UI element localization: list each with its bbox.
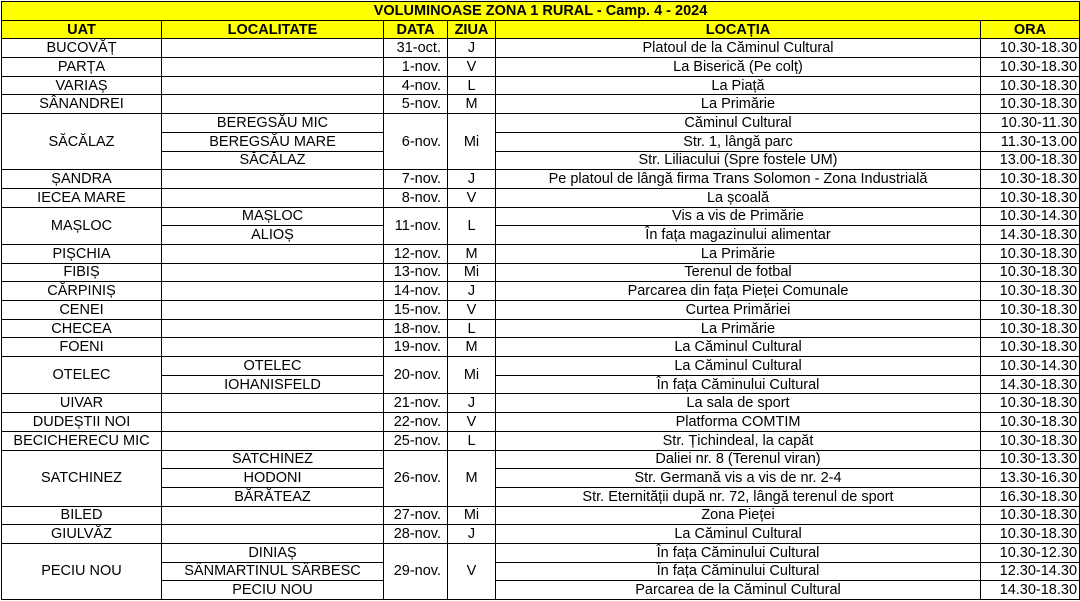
cell-locatia: Pe platoul de lângă firma Trans Solomon - Zona Industrială xyxy=(496,170,981,189)
cell-localitate xyxy=(162,58,384,77)
cell-ziua: M xyxy=(448,95,496,114)
cell-locatia: La Piață xyxy=(496,76,981,95)
table-row xyxy=(2,487,1080,506)
cell-ziua: M xyxy=(448,338,496,357)
cell-ora: 10.30-18.30 xyxy=(981,506,1080,525)
cell-localitate: ALIOȘ xyxy=(162,226,384,245)
cell-data: 25-nov. xyxy=(384,431,448,450)
cell-locatia: Platoul de la Căminul Cultural xyxy=(496,39,981,58)
table-row xyxy=(2,394,1080,413)
cell-ora: 10.30-18.30 xyxy=(981,76,1080,95)
cell-localitate: SÂNMARTINUL SÂRBESC xyxy=(162,562,384,581)
cell-ora: 10.30-12.30 xyxy=(981,543,1080,562)
cell-ziua: L xyxy=(448,207,496,244)
cell-locatia: Str. Germană vis a vis de nr. 2-4 xyxy=(496,469,981,488)
cell-ora: 14.30-18.30 xyxy=(981,581,1080,600)
table-row xyxy=(2,506,1080,525)
table-row xyxy=(2,263,1080,282)
cell-locatia: Curtea Primăriei xyxy=(496,301,981,320)
cell-ziua: J xyxy=(448,282,496,301)
cell-locatia: La Căminul Cultural xyxy=(496,357,981,376)
cell-ziua: J xyxy=(448,394,496,413)
cell-localitate xyxy=(162,413,384,432)
header-localitate: LOCALITATE xyxy=(162,20,384,39)
cell-localitate xyxy=(162,394,384,413)
cell-ziua: J xyxy=(448,525,496,544)
table-row xyxy=(2,151,1080,170)
cell-locatia: La Căminul Cultural xyxy=(496,525,981,544)
cell-ora: 11.30-13.00 xyxy=(981,132,1080,151)
cell-uat: VARIAȘ xyxy=(2,76,162,95)
cell-ziua: V xyxy=(448,413,496,432)
table-row xyxy=(2,170,1080,189)
cell-data: 6-nov. xyxy=(384,114,448,170)
cell-ora: 10.30-18.30 xyxy=(981,338,1080,357)
table-row xyxy=(2,375,1080,394)
cell-uat: SĂCĂLAZ xyxy=(2,114,162,170)
cell-localitate xyxy=(162,338,384,357)
cell-ora: 13.00-18.30 xyxy=(981,151,1080,170)
cell-ziua: M xyxy=(448,450,496,506)
cell-locatia: Zona Pieței xyxy=(496,506,981,525)
cell-localitate xyxy=(162,319,384,338)
cell-locatia: Platforma COMTIM xyxy=(496,413,981,432)
cell-ziua: V xyxy=(448,301,496,320)
table-row xyxy=(2,132,1080,151)
cell-data: 8-nov. xyxy=(384,188,448,207)
title-row xyxy=(2,2,1080,21)
cell-locatia: La Primărie xyxy=(496,319,981,338)
table-row xyxy=(2,469,1080,488)
cell-localitate: BEREGSĂU MARE xyxy=(162,132,384,151)
table-body xyxy=(2,39,1080,600)
cell-ora: 10.30-18.30 xyxy=(981,282,1080,301)
cell-ora: 14.30-18.30 xyxy=(981,226,1080,245)
cell-data: 13-nov. xyxy=(384,263,448,282)
cell-data: 18-nov. xyxy=(384,319,448,338)
cell-ora: 10.30-18.30 xyxy=(981,413,1080,432)
cell-localitate: BĂRĂTEAZ xyxy=(162,487,384,506)
cell-data: 4-nov. xyxy=(384,76,448,95)
table-row xyxy=(2,58,1080,77)
cell-localitate xyxy=(162,506,384,525)
table-row xyxy=(2,301,1080,320)
cell-uat: PIȘCHIA xyxy=(2,244,162,263)
cell-ziua: L xyxy=(448,431,496,450)
schedule-table xyxy=(1,1,1080,600)
cell-localitate xyxy=(162,525,384,544)
cell-localitate: MAȘLOC xyxy=(162,207,384,226)
cell-localitate xyxy=(162,244,384,263)
cell-ora: 10.30-18.30 xyxy=(981,431,1080,450)
cell-ora: 10.30-18.30 xyxy=(981,263,1080,282)
cell-localitate xyxy=(162,39,384,58)
cell-localitate xyxy=(162,188,384,207)
cell-localitate xyxy=(162,282,384,301)
cell-localitate: SĂCĂLAZ xyxy=(162,151,384,170)
cell-localitate: HODONI xyxy=(162,469,384,488)
cell-ora: 10.30-18.30 xyxy=(981,319,1080,338)
cell-localitate xyxy=(162,263,384,282)
cell-locatia: În fața Căminului Cultural xyxy=(496,375,981,394)
table-row xyxy=(2,226,1080,245)
table-row xyxy=(2,95,1080,114)
cell-locatia: În fața magazinului alimentar xyxy=(496,226,981,245)
header-ziua: ZIUA xyxy=(448,20,496,39)
cell-ora: 10.30-18.30 xyxy=(981,525,1080,544)
cell-uat: DUDEȘTII NOI xyxy=(2,413,162,432)
cell-localitate xyxy=(162,76,384,95)
cell-data: 5-nov. xyxy=(384,95,448,114)
cell-ziua: J xyxy=(448,39,496,58)
table-title: VOLUMINOASE ZONA 1 RURAL - Camp. 4 - 2024 xyxy=(2,2,1080,21)
cell-uat: BILED xyxy=(2,506,162,525)
cell-locatia: La Căminul Cultural xyxy=(496,338,981,357)
cell-uat: MAȘLOC xyxy=(2,207,162,244)
cell-data: 1-nov. xyxy=(384,58,448,77)
table-row xyxy=(2,244,1080,263)
cell-locatia: Str. Eternității după nr. 72, lângă terenul de sport xyxy=(496,487,981,506)
cell-ziua: Mi xyxy=(448,114,496,170)
cell-uat: SATCHINEZ xyxy=(2,450,162,506)
cell-ora: 13.30-16.30 xyxy=(981,469,1080,488)
cell-locatia: La sala de sport xyxy=(496,394,981,413)
cell-ora: 10.30-18.30 xyxy=(981,188,1080,207)
cell-uat: PARȚA xyxy=(2,58,162,77)
cell-uat: OTELEC xyxy=(2,357,162,394)
cell-locatia: În fața Căminului Cultural xyxy=(496,562,981,581)
table-row xyxy=(2,357,1080,376)
header-uat: UAT xyxy=(2,20,162,39)
cell-data: 27-nov. xyxy=(384,506,448,525)
table-row xyxy=(2,525,1080,544)
cell-localitate: OTELEC xyxy=(162,357,384,376)
cell-locatia: În fața Căminului Cultural xyxy=(496,543,981,562)
cell-ziua: L xyxy=(448,319,496,338)
table-row xyxy=(2,338,1080,357)
table-row xyxy=(2,581,1080,600)
cell-data: 28-nov. xyxy=(384,525,448,544)
cell-localitate: PECIU NOU xyxy=(162,581,384,600)
cell-ziua: Mi xyxy=(448,263,496,282)
cell-locatia: Str. Liliacului (Spre fostele UM) xyxy=(496,151,981,170)
cell-data: 20-nov. xyxy=(384,357,448,394)
cell-ora: 14.30-18.30 xyxy=(981,375,1080,394)
cell-uat: GIULVĂZ xyxy=(2,525,162,544)
table-row xyxy=(2,543,1080,562)
cell-locatia: Str. 1, lângă parc xyxy=(496,132,981,151)
cell-data: 21-nov. xyxy=(384,394,448,413)
cell-ora: 10.30-18.30 xyxy=(981,39,1080,58)
cell-data: 31-oct. xyxy=(384,39,448,58)
cell-ora: 10.30-18.30 xyxy=(981,394,1080,413)
cell-data: 15-nov. xyxy=(384,301,448,320)
cell-data: 26-nov. xyxy=(384,450,448,506)
cell-ziua: Mi xyxy=(448,506,496,525)
cell-data: 29-nov. xyxy=(384,543,448,599)
cell-localitate: BEREGSĂU MIC xyxy=(162,114,384,133)
cell-ziua: V xyxy=(448,188,496,207)
cell-locatia: Căminul Cultural xyxy=(496,114,981,133)
cell-data: 22-nov. xyxy=(384,413,448,432)
cell-locatia: Str. Țichindeal, la capăt xyxy=(496,431,981,450)
header-locatia: LOCAȚIA xyxy=(496,20,981,39)
cell-uat: PECIU NOU xyxy=(2,543,162,599)
cell-ora: 16.30-18.30 xyxy=(981,487,1080,506)
cell-data: 19-nov. xyxy=(384,338,448,357)
cell-ora: 10.30-18.30 xyxy=(981,95,1080,114)
cell-locatia: Daliei nr. 8 (Terenul viran) xyxy=(496,450,981,469)
cell-uat: UIVAR xyxy=(2,394,162,413)
cell-uat: SÂNANDREI xyxy=(2,95,162,114)
cell-ora: 12.30-14.30 xyxy=(981,562,1080,581)
cell-ora: 10.30-13.30 xyxy=(981,450,1080,469)
cell-uat: FOENI xyxy=(2,338,162,357)
cell-ora: 10.30-18.30 xyxy=(981,244,1080,263)
table-row xyxy=(2,207,1080,226)
cell-uat: IECEA MARE xyxy=(2,188,162,207)
table-row xyxy=(2,413,1080,432)
cell-ora: 10.30-14.30 xyxy=(981,207,1080,226)
cell-ora: 10.30-14.30 xyxy=(981,357,1080,376)
cell-locatia: Parcarea din fața Pieței Comunale xyxy=(496,282,981,301)
table-row xyxy=(2,282,1080,301)
cell-localitate: IOHANISFELD xyxy=(162,375,384,394)
cell-data: 11-nov. xyxy=(384,207,448,244)
cell-uat: BUCOVĂȚ xyxy=(2,39,162,58)
cell-localitate xyxy=(162,431,384,450)
cell-ziua: J xyxy=(448,170,496,189)
cell-locatia: Parcarea de la Căminul Cultural xyxy=(496,581,981,600)
cell-uat: FIBIȘ xyxy=(2,263,162,282)
table-row xyxy=(2,76,1080,95)
table-row xyxy=(2,114,1080,133)
cell-localitate xyxy=(162,170,384,189)
cell-locatia: Vis a vis de Primărie xyxy=(496,207,981,226)
cell-ora: 10.30-11.30 xyxy=(981,114,1080,133)
cell-ziua: L xyxy=(448,76,496,95)
cell-data: 7-nov. xyxy=(384,170,448,189)
cell-data: 12-nov. xyxy=(384,244,448,263)
table-row xyxy=(2,431,1080,450)
cell-localitate: DINIAȘ xyxy=(162,543,384,562)
cell-data: 14-nov. xyxy=(384,282,448,301)
table-row xyxy=(2,319,1080,338)
cell-ziua: Mi xyxy=(448,357,496,394)
cell-ora: 10.30-18.30 xyxy=(981,170,1080,189)
cell-locatia: Terenul de fotbal xyxy=(496,263,981,282)
cell-localitate xyxy=(162,95,384,114)
header-row xyxy=(2,20,1080,39)
cell-uat: BECICHERECU MIC xyxy=(2,431,162,450)
cell-ziua: V xyxy=(448,58,496,77)
cell-uat: ȘANDRA xyxy=(2,170,162,189)
cell-ziua: V xyxy=(448,543,496,599)
cell-localitate xyxy=(162,301,384,320)
cell-locatia: La Biserică (Pe colț) xyxy=(496,58,981,77)
cell-uat: CĂRPINIȘ xyxy=(2,282,162,301)
header-ora: ORA xyxy=(981,20,1080,39)
cell-locatia: La școală xyxy=(496,188,981,207)
cell-localitate: SATCHINEZ xyxy=(162,450,384,469)
cell-uat: CENEI xyxy=(2,301,162,320)
header-data: DATA xyxy=(384,20,448,39)
cell-locatia: La Primărie xyxy=(496,244,981,263)
cell-locatia: La Primărie xyxy=(496,95,981,114)
cell-uat: CHECEA xyxy=(2,319,162,338)
table-row xyxy=(2,188,1080,207)
table-row xyxy=(2,562,1080,581)
table-row xyxy=(2,39,1080,58)
cell-ziua: M xyxy=(448,244,496,263)
cell-ora: 10.30-18.30 xyxy=(981,58,1080,77)
table-row xyxy=(2,450,1080,469)
cell-ora: 10.30-18.30 xyxy=(981,301,1080,320)
